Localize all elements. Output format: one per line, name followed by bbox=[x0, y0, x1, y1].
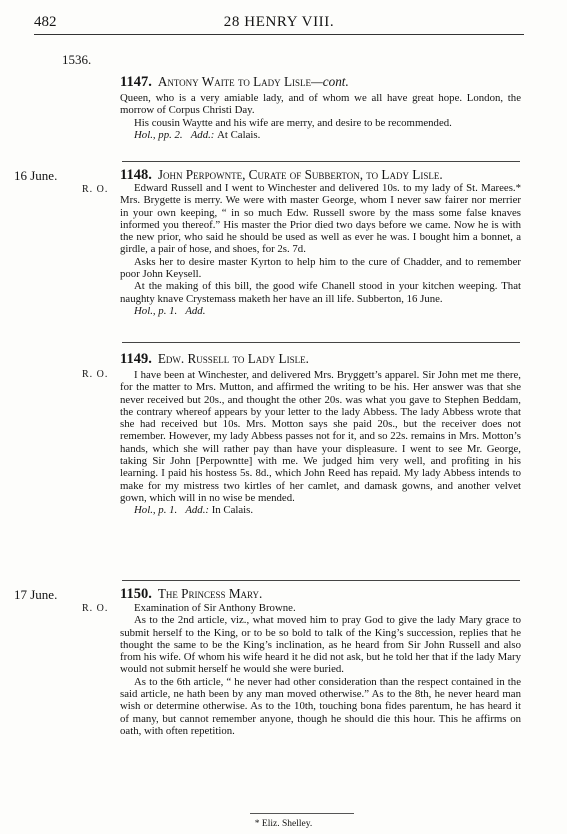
entry-body bbox=[120, 182, 521, 317]
paragraph: At the making of this bill, the good wife Chanell stood in your kitchen weeping. That naughty knave Crystemass maketh her have an ill life. Subberton, 16 June. bbox=[120, 280, 521, 305]
paragraph: I have been at Winchester, and delivered Mrs. Bryggett’s apparel. Sir John met me there, for the matter to Mrs. Mutton, and affirmed the writing to be his. Her answer was that she never received but 20s., and thought the other 20s. was what you gave to Stephen Beddam, the contrary whereof appears by your letter to the lady Abbess. The lady Abbess wrote that she had received but 10s. Mrs. Motton says she paid 20s., but the receiver does not remember. However, my lady Abbess passes not for it, and so 22s. remains in Mrs. Motton’s hands, which she will rather pay than have your displeasure. I went to see Mr. George, taking Sir John [Perpowntte] with me. We judged him very well, and profiting in his learning. I paid his hostess 5s. 8d., which John Reed has repaid. My lady Abbess intends to make for my mistress two kirtles of her camlet, and damask gowns, and another velvet gown, which will in no wise be mended. bbox=[120, 369, 521, 504]
entry-number: 1147. bbox=[120, 74, 152, 90]
margin-date: 16 June. bbox=[14, 168, 58, 183]
margin-reference: R. O. bbox=[82, 603, 109, 614]
entry-heading bbox=[120, 586, 520, 603]
page-number: 482 bbox=[34, 14, 57, 30]
entry-title: Antony Waite to Lady Lisle bbox=[157, 74, 312, 89]
paragraph: As to the 2nd article, viz., what moved him to pray God to give the lady Mary grace to submit herself to the King, or to be so bold to talk of the King’s succession, replies that he thought the same to be the King’s inclination, as he heard from Sir John Russell and also from his wife. Of whom his wife heard it he did not ask, but he told her that if the lady Mary would not submit herself he would she were buried. bbox=[120, 614, 521, 676]
entry-title: Edw. Russell to Lady Lisle. bbox=[157, 351, 309, 366]
entry-heading bbox=[120, 74, 520, 91]
entry-number: 1148. bbox=[120, 167, 152, 183]
margin-date: 17 June. bbox=[14, 587, 58, 602]
entry-title: John Perpownte, Curate of Subberton, to Lady Lisle. bbox=[157, 167, 443, 182]
holograph-note: Hol., p. 1. Add. bbox=[134, 304, 206, 317]
paragraph: As to the 6th article, “ he never had other consideration than the respect contained in the said article, ne hath been by any man moved otherwise.” As to the 8th, he never heard man wish or determine otherwise. As to the 10th, touching bona fides parentum, he has heard it of many, but cannot remember anyone, though he should die this hour. This he affirms on oath, with often repetition. bbox=[120, 675, 521, 737]
margin-reference: R. O. bbox=[82, 369, 109, 380]
entry-title: The Princess Mary. bbox=[157, 586, 263, 601]
entry-number: 1150. bbox=[120, 586, 152, 602]
holograph-note: Hol., pp. 2. Add.: At Calais. bbox=[134, 128, 261, 141]
entry-divider bbox=[122, 580, 520, 581]
entry-body bbox=[120, 92, 521, 141]
footnote: * Eliz. Shelley. bbox=[254, 819, 313, 829]
paragraph: Queen, who is a very amiable lady, and of whom we all have great hope. London, the morrow of Corpus Christi Day. bbox=[120, 92, 521, 117]
year-marker: 1536. bbox=[62, 52, 92, 67]
paragraph: Asks her to desire master Kyrton to help him to the cure of Chadder, and to remember poor John Keysell. bbox=[120, 255, 521, 281]
page-header bbox=[34, 14, 524, 35]
margin-reference: R. O. bbox=[82, 184, 109, 195]
paragraph: Examination of Sir Anthony Browne. bbox=[134, 602, 296, 614]
entry-body bbox=[120, 602, 521, 737]
entry-divider bbox=[122, 342, 520, 343]
paragraph: His cousin Waytte and his wife are merry, and desire to be recommended. bbox=[134, 116, 452, 129]
paragraph: Edward Russell and I went to Winchester and delivered 10s. to my lady of St. Marees.* Mrs. Brygette is merry. We were with master George, whom I never saw fairer nor merrier in your own keeping, “ in so much Edw. Russell swore by the mass some false knaves informed you thereof.” His master the Prior died two days before we came. Now he is with the new prior, who said he should be used as well as ever he was. I bought him a bonnet, a girdle, a pair of hose, and shoes, for 2s. 7d. bbox=[120, 182, 521, 256]
entry-title-suffix: —cont. bbox=[311, 74, 349, 89]
entry-heading bbox=[120, 351, 520, 368]
entry-divider bbox=[122, 161, 520, 162]
holograph-note: Hol., p. 1. Add.: In Calais. bbox=[134, 504, 254, 517]
entry-body bbox=[120, 369, 521, 517]
entry-number: 1149. bbox=[120, 351, 152, 367]
running-title: 28 HENRY VIII. bbox=[223, 14, 335, 30]
footnote-divider bbox=[250, 813, 354, 814]
